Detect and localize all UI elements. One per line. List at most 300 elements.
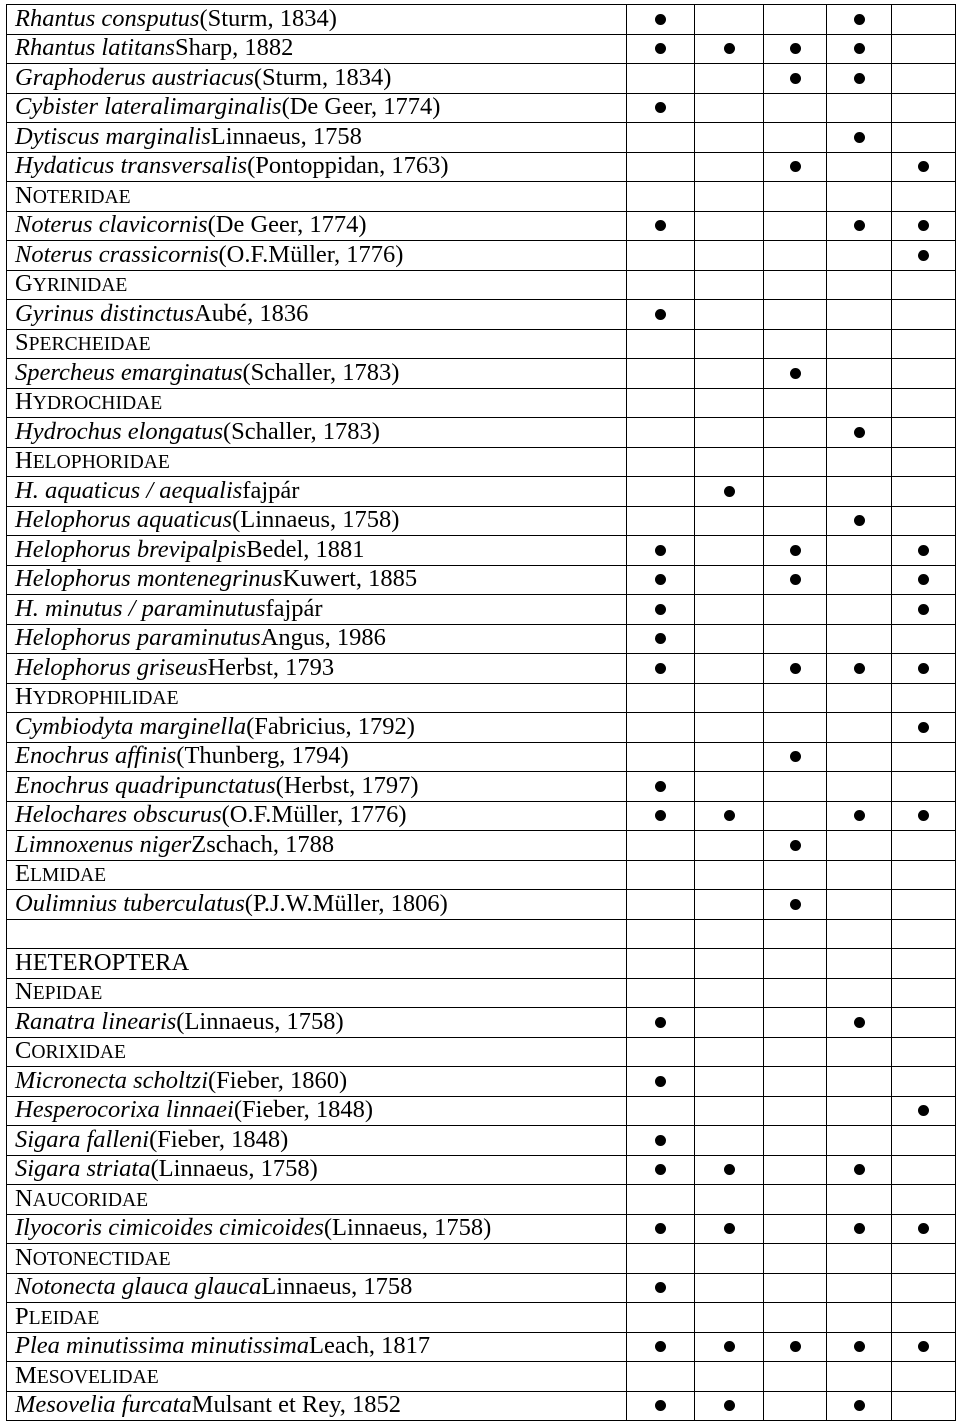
presence-cell-4 [827,241,892,271]
family-row [7,182,956,212]
species-author: (Linnaeus, 1758) [232,506,400,534]
presence-cell-3 [764,1392,827,1422]
species-name: Graphoderus austriacus [15,64,254,91]
presence-cell-4 [827,1244,892,1274]
species-row [7,212,956,242]
family-cell [7,1362,627,1392]
species-row [7,5,956,35]
species-cell [7,300,627,330]
species-cell [7,1097,627,1127]
species-author: (Thunberg, 1794) [176,742,349,770]
species-cell [7,35,627,65]
presence-cell-5 [892,359,956,389]
family-cell [7,861,627,891]
presence-cell-3 [764,831,827,861]
species-name: Noterus crassicornis [15,241,219,268]
presence-cell-1 [627,94,695,124]
presence-cell-4 [827,1185,892,1215]
order-heading-cell [7,949,627,979]
presence-cell-5 [892,448,956,478]
species-cell [7,566,627,596]
species-name: Notonecta glauca glauca [15,1273,262,1301]
species-author: Mulsant et Rey, 1852 [191,1391,402,1419]
presence-cell-2 [695,241,764,271]
presence-cell-4 [827,448,892,478]
presence-cell-2 [695,300,764,330]
family-name: GYRINIDAE [15,270,128,298]
species-name: Helophorus griseus [15,654,208,681]
species-cell [7,1215,627,1245]
species-author: (Linnaeus, 1758) [150,1155,318,1183]
presence-cell-2 [695,1185,764,1215]
presence-cell-2 [695,566,764,596]
presence-cell-4 [827,1126,892,1156]
presence-cell-3 [764,536,827,566]
species-name: Sigara falleni [15,1126,150,1153]
presence-cell-4 [827,123,892,153]
presence-cell-4 [827,1274,892,1304]
species-author: fajpár [265,595,323,622]
species-cell [7,241,627,271]
presence-dot [854,1223,865,1234]
presence-cell-5 [892,1274,956,1304]
presence-cell-1 [627,979,695,1009]
family-name: NOTERIDAE [15,182,131,209]
presence-cell-5 [892,64,956,94]
presence-cell-5 [892,979,956,1009]
presence-cell-5 [892,772,956,802]
presence-dot [724,1341,735,1352]
family-row [7,448,956,478]
presence-cell-3 [764,35,827,65]
presence-cell-5 [892,271,956,301]
species-row [7,241,956,271]
presence-cell-5 [892,1303,956,1333]
presence-cell-5 [892,300,956,330]
presence-dot [655,633,666,644]
presence-cell-2 [695,1274,764,1304]
family-row [7,389,956,419]
presence-dot [854,14,865,25]
presence-cell-5 [892,1126,956,1156]
presence-dot [655,14,666,25]
species-author: fajpár [242,477,300,504]
presence-cell-3 [764,182,827,212]
presence-cell-2 [695,1333,764,1363]
species-cell [7,802,627,832]
species-name: Enochrus quadripunctatus [15,772,276,799]
species-name: Limnoxenus niger [15,831,192,858]
presence-cell-1 [627,389,695,419]
presence-dot [655,1400,666,1411]
species-row [7,831,956,861]
presence-cell-2 [695,212,764,242]
presence-cell-2 [695,802,764,832]
family-cell [7,1038,627,1068]
presence-cell-2 [695,477,764,507]
presence-cell-1 [627,1392,695,1422]
species-name: Ranatra linearis [15,1008,177,1035]
presence-cell-4 [827,1008,892,1038]
presence-cell-3 [764,1038,827,1068]
presence-cell-1 [627,64,695,94]
species-name: H. aquaticus / aequalis [15,477,243,504]
species-cell [7,1156,627,1186]
presence-cell-2 [695,831,764,861]
family-row [7,1303,956,1333]
presence-cell-5 [892,1008,956,1038]
presence-cell-5 [892,153,956,183]
species-author: (Sturm, 1834) [199,5,337,32]
species-cell [7,772,627,802]
presence-cell-3 [764,300,827,330]
presence-cell-5 [892,1362,956,1392]
presence-cell-3 [764,477,827,507]
presence-cell-1 [627,300,695,330]
presence-dot [918,810,929,821]
presence-cell-4 [827,566,892,596]
species-author: Bedel, 1881 [246,536,365,563]
presence-cell-1 [627,920,695,950]
presence-cell-3 [764,949,827,979]
species-row [7,1067,956,1097]
presence-cell-3 [764,1097,827,1127]
presence-cell-1 [627,831,695,861]
presence-dot [655,1164,666,1175]
presence-cell-5 [892,684,956,714]
presence-cell-2 [695,1215,764,1245]
family-name: NAUCORIDAE [15,1185,149,1212]
species-cell [7,64,627,94]
family-name: NEPIDAE [15,978,103,1006]
species-name: Noterus clavicornis [15,211,208,239]
family-name: HYDROPHILIDAE [15,683,179,711]
presence-dot [790,751,801,762]
presence-cell-2 [695,536,764,566]
presence-cell-4 [827,330,892,360]
presence-cell-5 [892,330,956,360]
family-name: PLEIDAE [15,1303,100,1330]
presence-cell-3 [764,1156,827,1186]
species-row [7,507,956,537]
presence-dot [790,663,801,674]
blank-cell [7,920,627,950]
presence-dot [918,545,929,556]
presence-cell-5 [892,890,956,920]
presence-cell-2 [695,1038,764,1068]
presence-dot [918,1223,929,1234]
species-row [7,595,956,625]
presence-cell-3 [764,418,827,448]
species-row [7,477,956,507]
presence-cell-1 [627,1038,695,1068]
presence-dot [854,43,865,54]
presence-cell-3 [764,1126,827,1156]
presence-cell-1 [627,153,695,183]
presence-cell-2 [695,1303,764,1333]
species-cell [7,507,627,537]
presence-dot [790,161,801,172]
family-name: CORIXIDAE [15,1037,127,1065]
species-author: Sharp, 1882 [174,34,294,62]
presence-dot [724,1164,735,1175]
presence-cell-2 [695,1362,764,1392]
presence-dot [655,309,666,320]
species-cell [7,1274,627,1304]
species-author: Angus, 1986 [260,624,386,652]
species-name: Micronecta scholtzi [15,1067,209,1094]
presence-cell-4 [827,182,892,212]
presence-dot [854,427,865,438]
presence-cell-4 [827,1392,892,1422]
species-cell [7,1126,627,1156]
species-cell [7,625,627,655]
presence-dot [854,220,865,231]
presence-cell-2 [695,1156,764,1186]
species-row [7,772,956,802]
species-author: Zschach, 1788 [191,831,335,858]
family-row [7,1185,956,1215]
presence-dot [854,810,865,821]
species-name: Cymbiodyta marginella [15,713,247,740]
presence-cell-4 [827,477,892,507]
species-row [7,1126,956,1156]
presence-cell-2 [695,949,764,979]
presence-cell-1 [627,1008,695,1038]
presence-dot [918,722,929,733]
presence-cell-1 [627,949,695,979]
presence-cell-1 [627,1362,695,1392]
presence-cell-4 [827,713,892,743]
presence-cell-4 [827,94,892,124]
presence-cell-2 [695,684,764,714]
species-cell [7,94,627,124]
presence-dot [655,1282,666,1293]
species-cell [7,477,627,507]
presence-dot [854,1164,865,1175]
presence-cell-2 [695,861,764,891]
presence-cell-3 [764,890,827,920]
species-cell [7,1392,627,1422]
family-cell [7,182,627,212]
presence-cell-2 [695,743,764,773]
family-cell [7,389,627,419]
presence-dot [790,574,801,585]
species-author: (Herbst, 1797) [275,772,419,799]
species-row [7,1156,956,1186]
presence-cell-1 [627,802,695,832]
presence-cell-5 [892,743,956,773]
presence-dot [724,486,735,497]
presence-dot [724,43,735,54]
presence-cell-2 [695,595,764,625]
family-cell [7,1303,627,1333]
species-author: Linnaeus, 1758 [261,1273,413,1301]
presence-cell-2 [695,94,764,124]
species-row [7,1333,956,1363]
species-author: (O.F.Müller, 1776) [221,801,407,829]
presence-cell-4 [827,831,892,861]
presence-dot [790,73,801,84]
presence-cell-4 [827,1215,892,1245]
presence-cell-4 [827,920,892,950]
presence-cell-4 [827,684,892,714]
presence-cell-2 [695,123,764,153]
presence-dot [790,899,801,910]
presence-cell-1 [627,536,695,566]
species-author: (Fieber, 1848) [233,1096,374,1124]
presence-dot [655,1223,666,1234]
presence-cell-4 [827,1333,892,1363]
presence-dot [854,1341,865,1352]
presence-cell-1 [627,330,695,360]
family-row [7,979,956,1009]
presence-cell-2 [695,1097,764,1127]
presence-cell-1 [627,5,695,35]
presence-cell-5 [892,123,956,153]
species-cell [7,1333,627,1363]
presence-cell-1 [627,1185,695,1215]
presence-cell-3 [764,625,827,655]
presence-dot [655,1076,666,1087]
species-name: Helophorus brevipalpis [15,536,247,563]
presence-cell-3 [764,654,827,684]
species-cell [7,1067,627,1097]
presence-cell-1 [627,890,695,920]
presence-dot [854,1017,865,1028]
family-name: HYDROCHIDAE [15,388,163,416]
presence-dot [655,810,666,821]
presence-dot [790,1341,801,1352]
presence-cell-2 [695,772,764,802]
presence-cell-3 [764,94,827,124]
species-row [7,802,956,832]
species-cell [7,890,627,920]
presence-cell-4 [827,271,892,301]
presence-cell-5 [892,1244,956,1274]
species-author: (Linnaeus, 1758) [323,1214,492,1242]
presence-cell-1 [627,654,695,684]
presence-cell-4 [827,1303,892,1333]
species-author: (Fabricius, 1792) [246,713,415,740]
presence-cell-3 [764,1303,827,1333]
presence-cell-3 [764,448,827,478]
presence-dot [854,1400,865,1411]
presence-cell-4 [827,389,892,419]
species-cell [7,595,627,625]
presence-cell-3 [764,802,827,832]
presence-dot [854,73,865,84]
presence-cell-4 [827,300,892,330]
family-row [7,271,956,301]
presence-cell-5 [892,1067,956,1097]
presence-dot [790,368,801,379]
species-row [7,153,956,183]
presence-cell-1 [627,595,695,625]
presence-cell-3 [764,212,827,242]
species-author: (Schaller, 1783) [242,359,400,386]
presence-cell-2 [695,389,764,419]
presence-cell-3 [764,1362,827,1392]
presence-cell-2 [695,654,764,684]
presence-cell-1 [627,123,695,153]
presence-cell-4 [827,802,892,832]
presence-cell-5 [892,1156,956,1186]
presence-cell-2 [695,1392,764,1422]
presence-cell-1 [627,1126,695,1156]
presence-cell-2 [695,890,764,920]
species-name: H. minutus / paraminutus [15,595,266,622]
presence-dot [655,1341,666,1352]
species-presence-table [6,4,956,1421]
presence-cell-3 [764,684,827,714]
presence-cell-5 [892,536,956,566]
presence-cell-3 [764,271,827,301]
species-cell [7,153,627,183]
presence-cell-3 [764,1067,827,1097]
species-author: (Pontoppidan, 1763) [247,152,449,180]
presence-cell-4 [827,861,892,891]
presence-cell-2 [695,448,764,478]
presence-dot [655,545,666,556]
presence-cell-4 [827,1362,892,1392]
presence-cell-5 [892,949,956,979]
presence-cell-5 [892,713,956,743]
presence-cell-3 [764,1274,827,1304]
family-cell [7,684,627,714]
presence-cell-5 [892,920,956,950]
species-name: Plea minutissima minutissima [15,1332,310,1360]
presence-dot [854,515,865,526]
presence-cell-1 [627,1274,695,1304]
family-cell [7,330,627,360]
presence-cell-3 [764,389,827,419]
species-name: Helochares obscurus [15,801,222,829]
presence-cell-1 [627,35,695,65]
species-author: (Schaller, 1783) [223,418,380,445]
species-cell [7,359,627,389]
presence-cell-2 [695,625,764,655]
presence-cell-4 [827,64,892,94]
presence-cell-3 [764,772,827,802]
species-row [7,536,956,566]
presence-cell-3 [764,1244,827,1274]
family-row [7,861,956,891]
species-name: Rhantus consputus [15,5,200,32]
presence-cell-3 [764,1333,827,1363]
presence-cell-4 [827,5,892,35]
presence-dot [918,604,929,615]
presence-cell-1 [627,625,695,655]
species-row [7,1215,956,1245]
presence-cell-4 [827,359,892,389]
order-heading: HETEROPTERA [15,949,190,976]
species-row [7,35,956,65]
presence-cell-1 [627,271,695,301]
presence-cell-4 [827,153,892,183]
presence-dot [655,604,666,615]
family-cell [7,1185,627,1215]
presence-dot [854,663,865,674]
species-name: Cybister lateralimarginalis [15,93,282,121]
presence-cell-5 [892,1333,956,1363]
presence-dot [790,840,801,851]
species-row [7,566,956,596]
presence-dot [724,1223,735,1234]
presence-cell-4 [827,1038,892,1068]
species-cell [7,123,627,153]
presence-cell-5 [892,566,956,596]
